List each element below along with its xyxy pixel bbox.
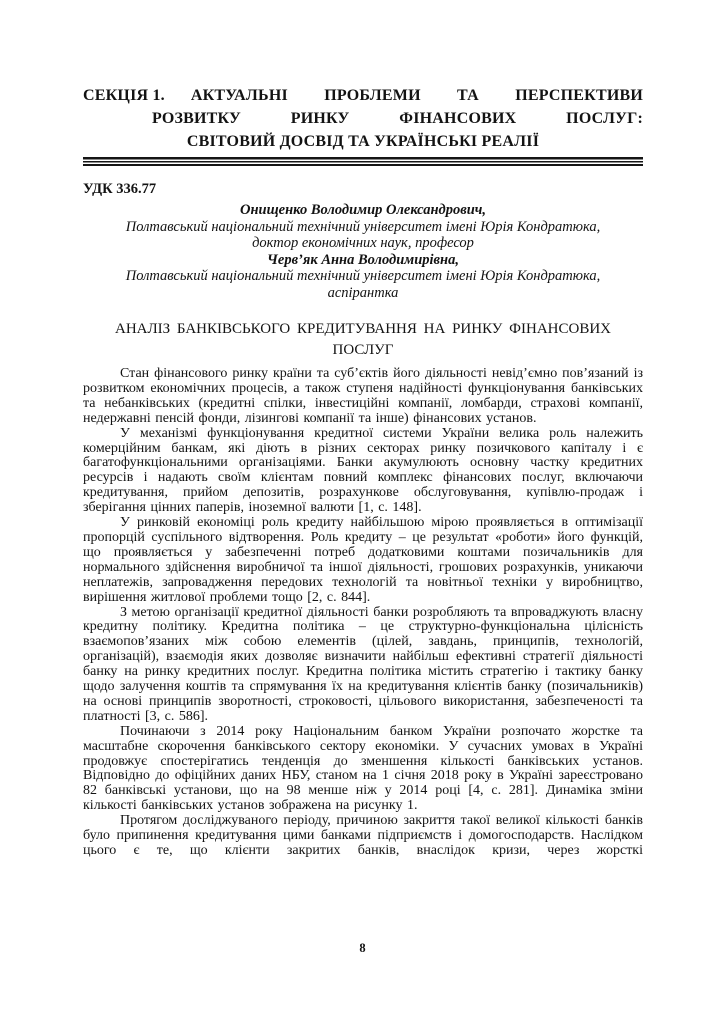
double-rule-divider bbox=[83, 157, 643, 166]
page-number: 8 bbox=[359, 941, 366, 955]
author-affiliation: Полтавський національний технічний університет імені Юрія Кондратюка, bbox=[125, 218, 601, 235]
section-number-label: СЕКЦІЯ 1. bbox=[83, 87, 165, 104]
section-title-line3: СВІТОВИЙ ДОСВІД ТА УКРАЇНСЬКІ РЕАЛІЇ bbox=[186, 133, 540, 150]
authors-block bbox=[83, 202, 643, 301]
author-name: Онищенко Володимир Олександрович, bbox=[240, 202, 486, 218]
author-affiliation: Полтавський національний технічний університет імені Юрія Кондратюка, bbox=[125, 268, 601, 284]
article-title: АНАЛІЗ БАНКІВСЬКОГО КРЕДИТУВАННЯ НА РИНКУ ФІНАНСОВИХ ПОСЛУГ bbox=[115, 321, 611, 358]
body-paragraph: У ринковій економіці роль кредиту найбільшою мірою проявляється в оптимізації пропорцій суспільного відтворення. Роль кредиту – це результат «роботи» його функцій, що проявляється у забезпеченні потреб додатковими коштами позичальників для нормального здійснення виробничої та іншої діяльності, грошових розрахунків, уникаючи неплатежів, запровадження передових технологій та новітньої техніки у виробництво, вирішення житлової проблеми тощо [2, с. 844]. bbox=[83, 515, 643, 605]
article-body bbox=[83, 367, 643, 859]
author-name: Черв’як Анна Володимирівна, bbox=[267, 251, 459, 268]
author-position: аспірантка bbox=[327, 284, 399, 301]
section-header-line1 bbox=[83, 84, 643, 107]
page-content bbox=[83, 0, 643, 859]
body-paragraph: З метою організації кредитної діяльності банки розробляють та впроваджують власну кредитну політику. Кредитна політика – це структурно-функціональна цілісність взаємопов’язаних між собою елементів (цілей, завдань, принципів, технологій, організацій), взаємодія яких дозволяє визначити найбільш ефективні стратегії діяльності банку на ринку кредитних послуг. Кредитна політика містить стратегію і тактику банку щодо залучення коштів та спрямування їх на кредитування клієнтів банку (позичальників) на основі принципів зворотності, строковості, цільового використання, забезпеченості та платності [3, с. 586]. bbox=[83, 604, 643, 724]
body-paragraph: Протягом досліджуваного періоду, причиною закриття такої великої кількості банків було припинення кредитування цими банками підприємств і домогосподарств. Наслідком цього є те, що клієнти закритих банків, внаслідок кризи, через жорсткі bbox=[83, 813, 643, 858]
author-position: доктор економічних наук, професор bbox=[252, 235, 474, 251]
udc-code: УДК 336.77 bbox=[83, 181, 157, 197]
body-paragraph: Стан фінансового ринку країни та суб’єктів його діяльності невід’ємно пов’язаний із розвитком економічних процесів, а також ступеня надійності функціонування банківських та небанківських (кредитні спілки, інвестиційні компанії, ломбарди, страхові компанії, недержавні пенсій фонди, лізингові компанії та інше) фінансових установ. bbox=[83, 366, 643, 426]
body-paragraph: Починаючи з 2014 року Національним банком України розпочато жорстке та масштабне скорочення банківського сектору економіки. У сучасних умовах в Україні продовжує спостерігатись тенденція до зменшення кількості банківських установ. Відповідно до офіційних даних НБУ, станом на 1 січня 2018 року в Україні зареєстровано 82 банківські установи, що на 98 менше ніж у 2014 році [4, с. 281]. Динаміка зміни кількості банківських установ зображена на рисунку 1. bbox=[83, 723, 643, 814]
section-title-line2: РОЗВИТКУ РИНКУ ФІНАНСОВИХ ПОСЛУГ: bbox=[152, 110, 643, 127]
section-header bbox=[83, 84, 643, 153]
body-paragraph: У механізмі функціонування кредитної системи України велика роль належить комерційним банкам, які діють в різних секторах ринку позичкового капіталу і є багатофункціональними організаціями. Банки акумулюють основну частку кредитних ресурсів і надають своїм клієнтам повний комплекс фінансових послуг, включаючи кредитування, прийом депозитів, розрахункове обслуговування, купівлю-продаж і зберігання цінних паперів, іноземної валюти [1, с. 148]. bbox=[83, 425, 643, 516]
section-title-line1: АКТУАЛЬНІ ПРОБЛЕМИ ТА ПЕРСПЕКТИВИ bbox=[190, 87, 643, 104]
